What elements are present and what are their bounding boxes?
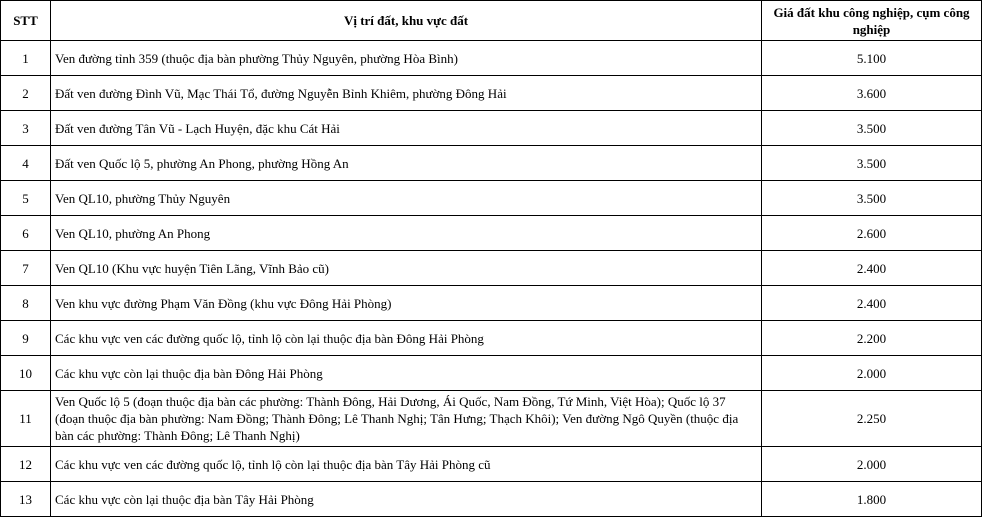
row-price-cell: 3.600 xyxy=(762,76,982,111)
table-row xyxy=(1,251,982,286)
row-location-cell: Đất ven Quốc lộ 5, phường An Phong, phường Hồng An xyxy=(51,146,762,181)
table-row xyxy=(1,482,982,517)
row-location-cell: Các khu vực còn lại thuộc địa bàn Đông Hải Phòng xyxy=(51,356,762,391)
row-location-cell: Các khu vực còn lại thuộc địa bàn Tây Hải Phòng xyxy=(51,482,762,517)
row-stt-cell: 9 xyxy=(1,321,51,356)
table-row xyxy=(1,321,982,356)
row-price-cell: 2.400 xyxy=(762,286,982,321)
row-price-cell: 2.000 xyxy=(762,356,982,391)
row-stt-cell: 3 xyxy=(1,111,51,146)
row-location-cell: Ven QL10, phường Thủy Nguyên xyxy=(51,181,762,216)
row-location-cell: Ven QL10, phường An Phong xyxy=(51,216,762,251)
row-stt-cell: 13 xyxy=(1,482,51,517)
table-body xyxy=(1,41,982,517)
row-stt-cell: 7 xyxy=(1,251,51,286)
row-price-cell: 2.600 xyxy=(762,216,982,251)
row-stt-cell: 6 xyxy=(1,216,51,251)
row-price-cell: 2.400 xyxy=(762,251,982,286)
table-row xyxy=(1,391,982,447)
row-stt-cell: 10 xyxy=(1,356,51,391)
row-price-cell: 5.100 xyxy=(762,41,982,76)
table-row xyxy=(1,146,982,181)
table-row xyxy=(1,216,982,251)
row-stt-cell: 12 xyxy=(1,447,51,482)
row-stt-cell: 11 xyxy=(1,391,51,447)
row-location-cell: Đất ven đường Tân Vũ - Lạch Huyện, đặc khu Cát Hải xyxy=(51,111,762,146)
row-stt-cell: 1 xyxy=(1,41,51,76)
row-price-cell: 2.250 xyxy=(762,391,982,447)
header-stt: STT xyxy=(1,1,51,41)
row-location-cell: Ven khu vực đường Phạm Văn Đồng (khu vực Đông Hải Phòng) xyxy=(51,286,762,321)
row-stt-cell: 5 xyxy=(1,181,51,216)
table-row xyxy=(1,111,982,146)
table-row xyxy=(1,76,982,111)
row-price-cell: 3.500 xyxy=(762,111,982,146)
header-row xyxy=(1,1,982,41)
table-row xyxy=(1,41,982,76)
row-location-cell: Các khu vực ven các đường quốc lộ, tỉnh lộ còn lại thuộc địa bàn Đông Hải Phòng xyxy=(51,321,762,356)
row-price-cell: 3.500 xyxy=(762,146,982,181)
row-stt-cell: 2 xyxy=(1,76,51,111)
row-price-cell: 2.000 xyxy=(762,447,982,482)
row-location-cell: Đất ven đường Đình Vũ, Mạc Thái Tổ, đường Nguyễn Bỉnh Khiêm, phường Đông Hải xyxy=(51,76,762,111)
table-row xyxy=(1,286,982,321)
table-row xyxy=(1,447,982,482)
row-location-cell: Ven Quốc lộ 5 (đoạn thuộc địa bàn các phường: Thành Đông, Hải Dương, Ái Quốc, Nam Đồng, Tứ Minh, Việt Hòa); Quốc lộ 37 (đoạn thuộc địa bàn phường: Nam Đồng; Thành Đông; Lê Thanh Nghị; Tân Hưng; Thạch Khôi); Ven đường Ngô Quyền (thuộc địa bàn các phường: Thành Đông; Lê Thanh Nghị) xyxy=(51,391,762,447)
row-price-cell: 2.200 xyxy=(762,321,982,356)
row-price-cell: 3.500 xyxy=(762,181,982,216)
table-row xyxy=(1,356,982,391)
header-price: Giá đất khu công nghiệp, cụm công nghiệp xyxy=(762,1,982,41)
row-location-cell: Ven đường tỉnh 359 (thuộc địa bàn phường Thủy Nguyên, phường Hòa Bình) xyxy=(51,41,762,76)
header-location: Vị trí đất, khu vực đất xyxy=(51,1,762,41)
table-row xyxy=(1,181,982,216)
row-stt-cell: 4 xyxy=(1,146,51,181)
row-price-cell: 1.800 xyxy=(762,482,982,517)
row-stt-cell: 8 xyxy=(1,286,51,321)
row-location-cell: Ven QL10 (Khu vực huyện Tiên Lãng, Vĩnh Bảo cũ) xyxy=(51,251,762,286)
row-location-cell: Các khu vực ven các đường quốc lộ, tỉnh lộ còn lại thuộc địa bàn Tây Hải Phòng cũ xyxy=(51,447,762,482)
